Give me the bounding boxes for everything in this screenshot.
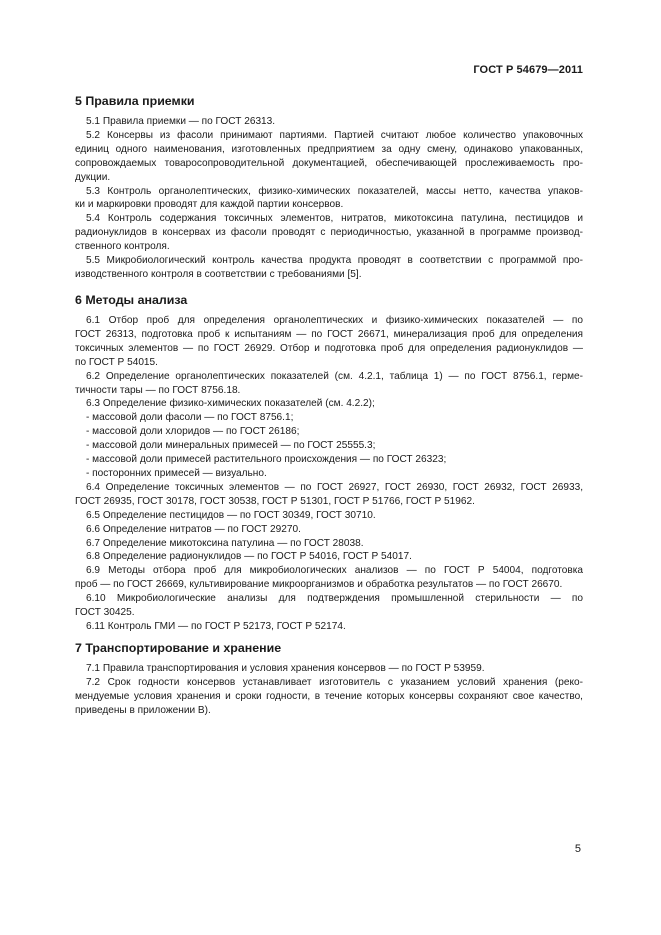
text-line: мендуемые условия хранения и сроки годности, в течение которых консервы сохраняют свое качество, — [75, 690, 583, 702]
text-line: 7.2 Срок годности консервов устанавливает изготовитель с указанием условий хранения (реко- — [86, 676, 583, 688]
section-5-title: 5 Правила приемки — [75, 94, 195, 108]
text-line: единиц одного наименования, изготовленных предприятием за одну смену, одинаково упакованных, — [75, 143, 583, 155]
paragraph — [75, 620, 583, 634]
text-line: ки и маркировки проводят для каждой партии консервов. — [75, 199, 344, 211]
text-line: 6.7 Определение микотоксина патулина — по ГОСТ 28038. — [86, 537, 364, 549]
paragraph — [75, 592, 583, 620]
text-line: 5.4 Контроль содержания токсичных элементов, нитратов, микотоксина патулина, пестицидов и — [86, 213, 583, 225]
paragraph — [75, 212, 583, 254]
paragraph — [75, 467, 583, 481]
paragraph — [75, 370, 583, 398]
page-number: 5 — [574, 843, 581, 855]
text-line: ГОСТ 26313, подготовка проб к испытаниям — по ГОСТ 26671, минерализация проб для определения — [75, 328, 583, 340]
text-line: 6.5 Определение пестицидов — по ГОСТ 30349, ГОСТ 30710. — [86, 509, 376, 521]
paragraph — [75, 537, 583, 551]
paragraph — [75, 439, 583, 453]
section-7-title: 7 Транспортирование и хранение — [75, 641, 282, 655]
text-line: приведены в приложении В). — [75, 704, 211, 716]
text-line: 6.3 Определение физико-химических показателей (см. 4.2.2); — [86, 398, 375, 410]
text-line: 5.3 Контроль органолептических, физико-химических показателей, массы нетто, качества упаков- — [86, 185, 583, 197]
text-line: - массовой доли фасоли — по ГОСТ 8756.1; — [86, 412, 294, 424]
text-line: токсичных элементов — по ГОСТ 26929. Отбор и подготовка проб для определения радионуклидов — — [75, 342, 583, 354]
section-6-title: 6 Методы анализа — [75, 293, 188, 307]
text-line: ГОСТ 26935, ГОСТ 30178, ГОСТ 30538, ГОСТ Р 51301, ГОСТ Р 51766, ГОСТ Р 51962. — [75, 495, 475, 507]
paragraph — [75, 129, 583, 185]
paragraph — [75, 676, 583, 718]
text-line: 5.2 Консервы из фасоли принимают партиями. Партией считают любое количество упаковочных — [86, 129, 583, 141]
paragraph — [75, 481, 583, 509]
text-line: 6.9 Методы отбора проб для микробиологических анализов — по ГОСТ Р 54004, подготовка — [86, 565, 583, 577]
section-6-body — [75, 314, 583, 634]
text-line: 6.4 Определение токсичных элементов — по ГОСТ 26927, ГОСТ 26930, ГОСТ 26932, ГОСТ 26933, — [86, 481, 583, 493]
text-line: тичности тары — по ГОСТ 8756.18. — [75, 384, 241, 396]
text-line: 6.11 Контроль ГМИ — по ГОСТ Р 52173, ГОСТ Р 52174. — [86, 620, 346, 632]
paragraph — [75, 314, 583, 370]
paragraph — [75, 411, 583, 425]
text-line: 6.6 Определение нитратов — по ГОСТ 29270. — [86, 523, 301, 535]
text-line: 6.8 Определение радионуклидов — по ГОСТ Р 54016, ГОСТ Р 54017. — [86, 551, 412, 563]
paragraph — [75, 254, 583, 282]
paragraph — [75, 397, 583, 411]
paragraph — [75, 185, 583, 213]
text-line: дукции. — [75, 171, 111, 183]
text-line: ственного контроля. — [75, 241, 170, 253]
paragraph — [75, 550, 583, 564]
text-line: 5.1 Правила приемки — по ГОСТ 26313. — [86, 116, 276, 127]
text-line: сопровождаемых товаросопроводительной документацией, обеспечивающей прослеживаемость про- — [75, 157, 583, 169]
section-7-body — [75, 662, 583, 718]
text-line: - массовой доли примесей растительного происхождения — по ГОСТ 26323; — [86, 454, 447, 466]
document-code: ГОСТ Р 54679—2011 — [473, 64, 583, 76]
text-line: ГОСТ 30425. — [75, 607, 135, 619]
text-line: 6.1 Отбор проб для определения органолептических и физико-химических показателей — по — [86, 315, 583, 326]
paragraph — [75, 509, 583, 523]
text-line: 6.10 Микробиологические анализы для подтверждения промышленной стерильности — по — [86, 593, 583, 605]
paragraph — [75, 662, 583, 676]
text-line: 6.2 Определение органолептических показателей (см. 4.2.1, таблица 1) — по ГОСТ 8756.1, герме- — [86, 370, 583, 382]
text-line: 7.1 Правила транспортирования и условия хранения консервов — по ГОСТ Р 53959. — [86, 663, 485, 674]
paragraph — [75, 523, 583, 537]
section-5-body — [75, 115, 583, 282]
paragraph — [75, 564, 583, 592]
paragraph — [75, 425, 583, 439]
text-line: - массовой доли минеральных примесей — по ГОСТ 25555.3; — [86, 440, 376, 452]
text-line: проб — по ГОСТ 26669, культивирование микроорганизмов и обработка результатов — по ГОСТ 26670. — [75, 579, 563, 591]
text-line: радионуклидов в консервах из фасоли проводят с периодичностью, указанной в программе производ- — [75, 227, 583, 239]
text-line: - посторонних примесей — визуально. — [86, 467, 267, 479]
text-line: изводственного контроля в соответствии с требованиями [5]. — [75, 268, 362, 280]
text-line: 5.5 Микробиологический контроль качества продукта проводят в соответствии с программой про- — [86, 255, 583, 267]
paragraph — [75, 115, 583, 129]
paragraph — [75, 453, 583, 467]
text-line: по ГОСТ Р 54015. — [75, 356, 158, 368]
text-line: - массовой доли хлоридов — по ГОСТ 26186; — [86, 426, 300, 438]
